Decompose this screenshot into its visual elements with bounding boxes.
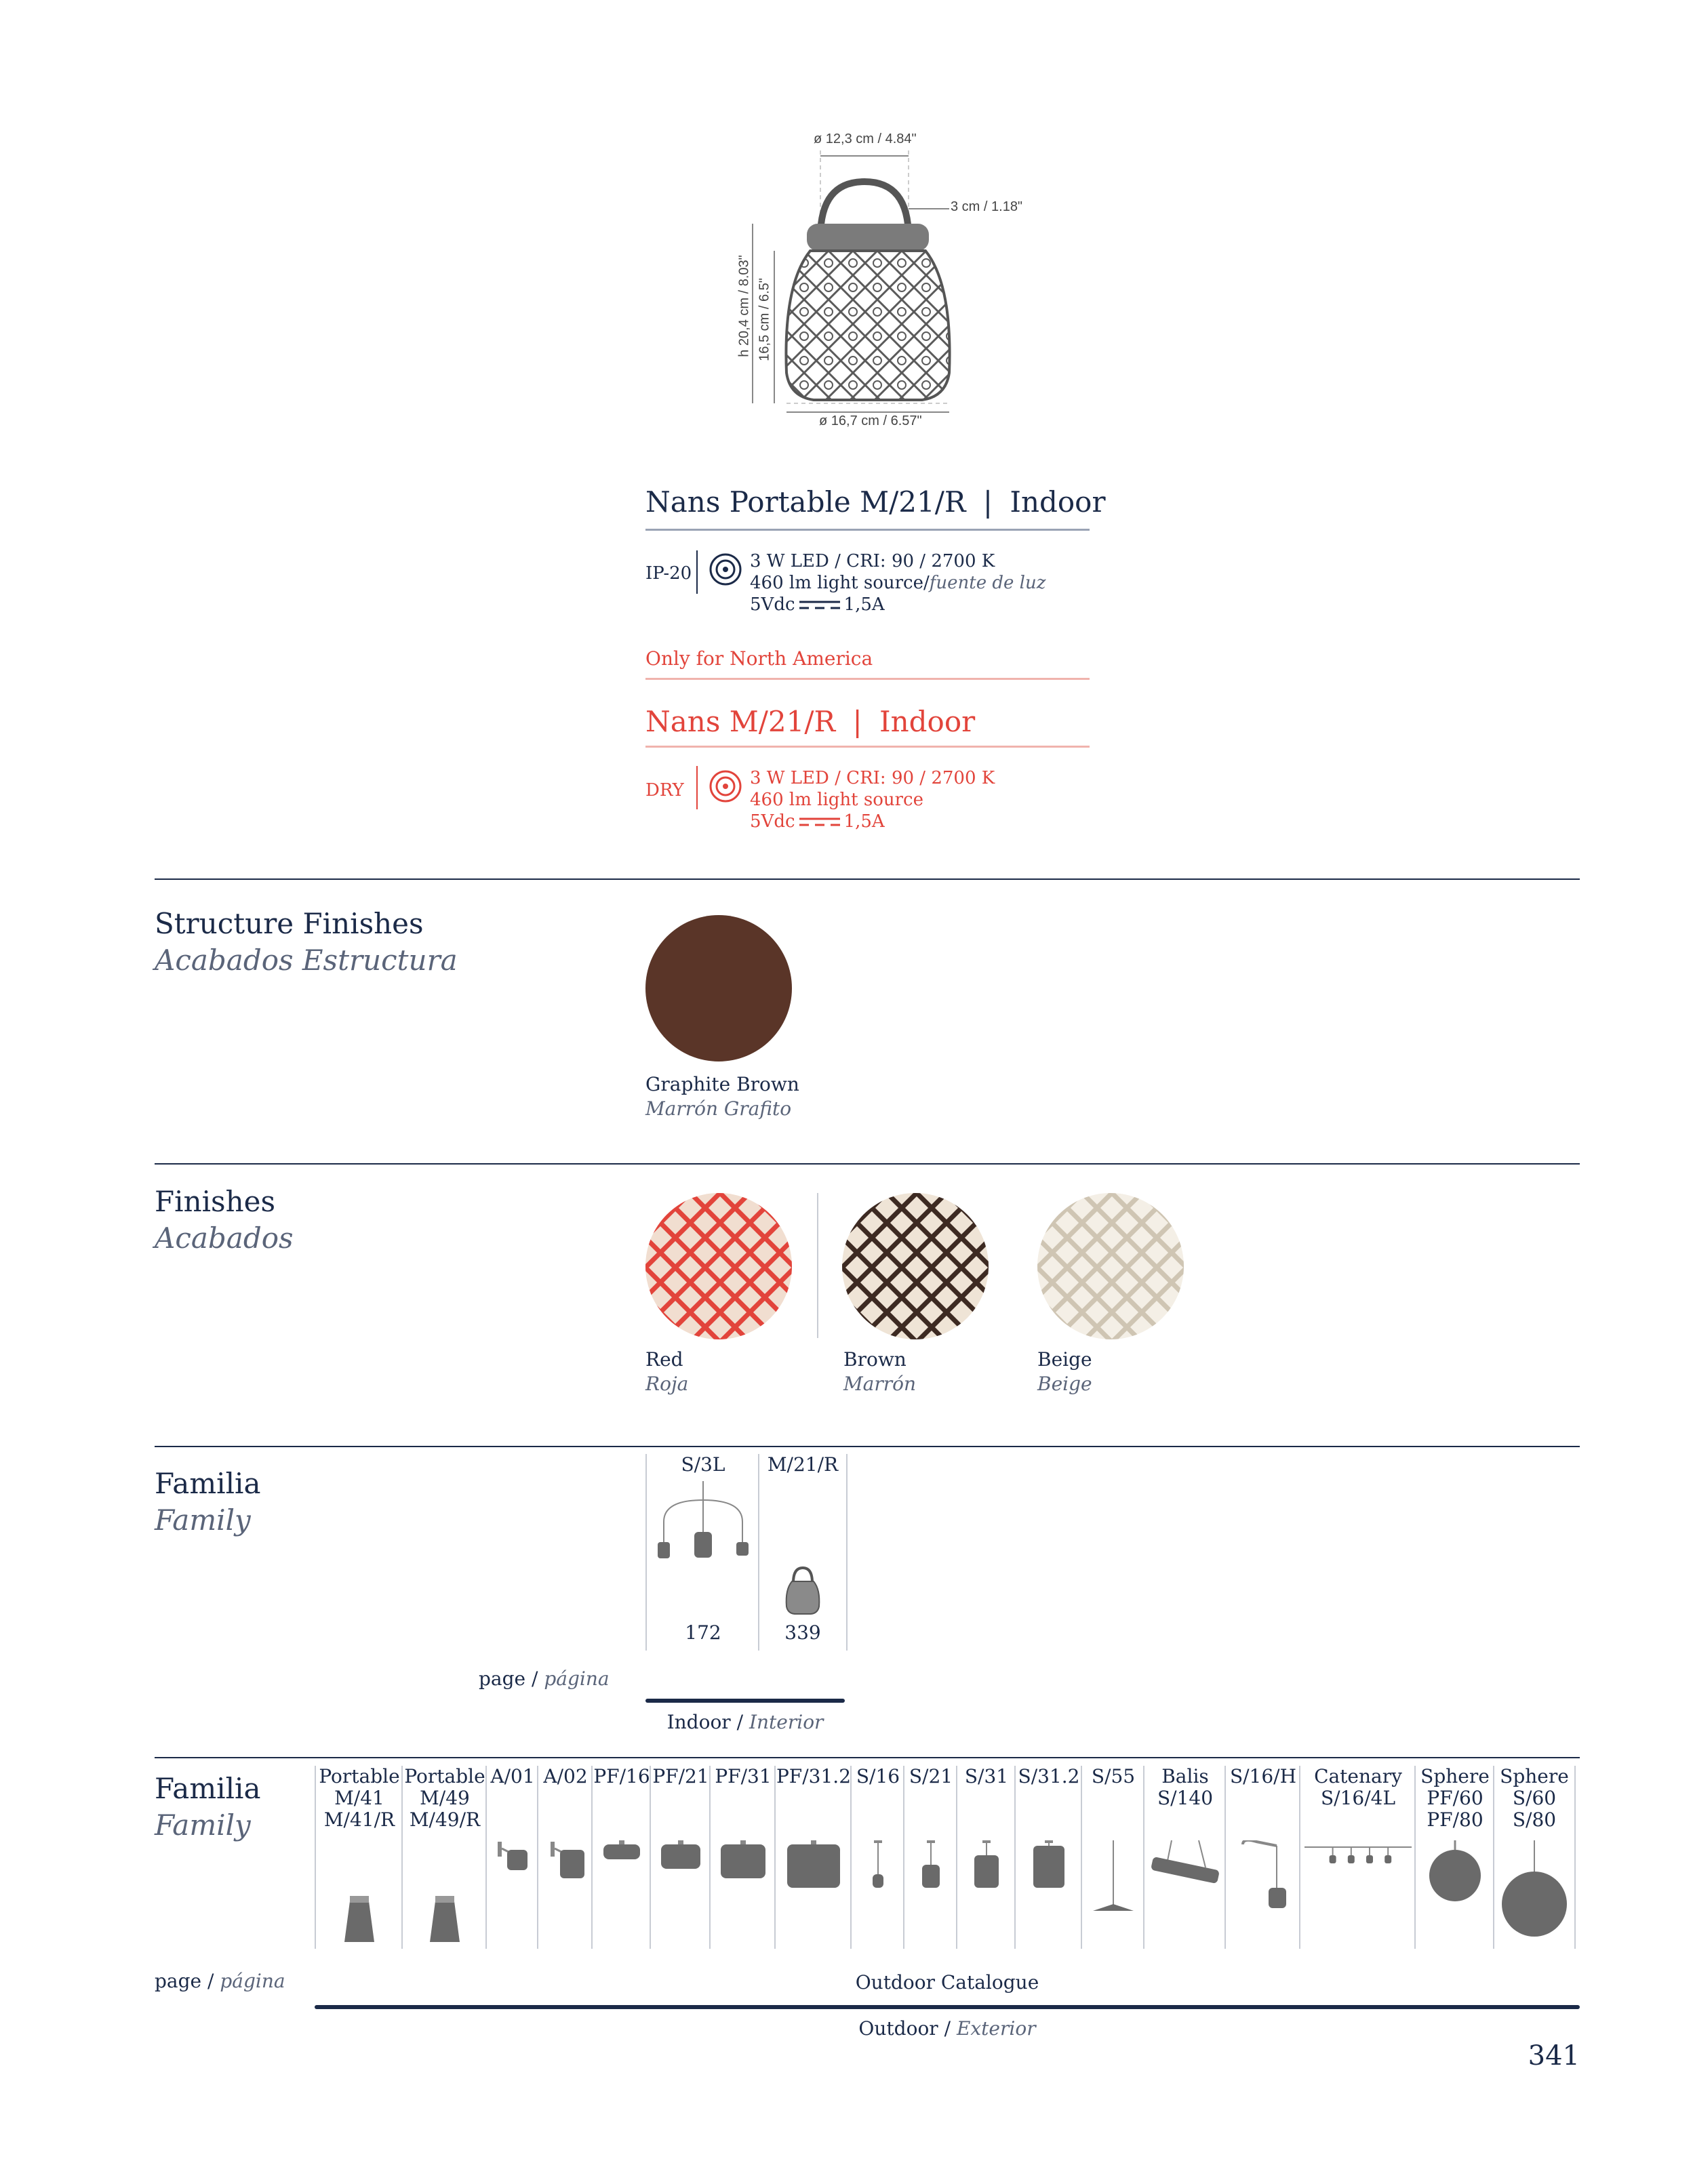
outdoor-family-code: S/31: [964, 1765, 1009, 1787]
outdoor-lamp-icon: [487, 1840, 538, 1942]
product1-spec2-sep: /: [923, 573, 930, 593]
outdoor-family-code: A/02: [543, 1765, 588, 1787]
outdoor-family-code: PF/16: [593, 1765, 650, 1787]
product2-spec1: 3 W LED / CRI: 90 / 2700 K: [750, 768, 995, 788]
family-outdoor-heading-es: Familia: [155, 1772, 261, 1805]
outdoor-family-item[interactable]: [1414, 1766, 1494, 1949]
outdoor-family-code: S/16: [856, 1765, 900, 1787]
outdoor-lamp-icon: [1082, 1840, 1144, 1942]
outdoor-lamp-icon: [957, 1840, 1016, 1942]
section-rule: [155, 1757, 1580, 1758]
outdoor-lamp-icon: [1144, 1840, 1226, 1942]
product2-rating: DRY: [645, 780, 684, 801]
family-outdoor-page-label: [155, 1970, 285, 1992]
m21r-lamp-icon: [759, 1481, 846, 1617]
structure-swatch-label: [645, 1072, 799, 1121]
outdoor-family-code: S/55: [1091, 1765, 1136, 1787]
outdoor-family-item[interactable]: [903, 1766, 957, 1949]
product2-amperage: 1,5A: [843, 811, 885, 832]
outdoor-sep: /: [944, 2017, 951, 2040]
technical-drawing: [719, 129, 1044, 447]
outdoor-family-code: A/01: [490, 1765, 535, 1787]
family-item-code: M/21/R: [767, 1453, 839, 1476]
outdoor-family-item[interactable]: [650, 1766, 711, 1949]
product1-title: [645, 485, 1106, 519]
page-sep: /: [207, 1970, 214, 1992]
finish-name-beige: Beige: [1037, 1348, 1092, 1371]
product1-spec2: [750, 572, 1045, 594]
finishes-heading-es: Acabados: [155, 1221, 294, 1255]
indoor-group-label: [645, 1711, 845, 1733]
outdoor-family-item[interactable]: [591, 1766, 651, 1949]
lamp-shape: [904, 1840, 957, 1942]
family-indoor-heading-es: Familia: [155, 1467, 261, 1500]
outdoor-family-item[interactable]: [537, 1766, 593, 1949]
dim-bottom-label: ø 16,7 cm / 6.57": [819, 413, 922, 428]
family-item-m21r[interactable]: [758, 1454, 848, 1651]
outdoor-lamp-icon: [1226, 1840, 1300, 1942]
finishes-divider: [817, 1193, 818, 1338]
dim-handle-label: 3 cm / 1.18": [951, 199, 1023, 214]
outdoor-lamp-icon: [403, 1840, 487, 1942]
outdoor-family-code: Portable M/49 M/49/R: [404, 1765, 485, 1831]
product1-amperage: 1,5A: [843, 594, 885, 615]
outdoor-family-code: PF/21: [652, 1765, 709, 1787]
dim-body-label: 16,5 cm / 6.5": [757, 278, 772, 361]
lamp-shape: [403, 1840, 487, 1942]
page-number: 341: [1528, 2040, 1580, 2071]
lamp-shape: [1494, 1840, 1574, 1942]
family-item-code: S/3L: [681, 1453, 725, 1476]
indoor-alt: Interior: [749, 1711, 824, 1733]
dc-symbol-icon-red: [798, 814, 841, 829]
outdoor-family-code: Sphere S/60 S/80: [1500, 1765, 1569, 1831]
page-alt: página: [544, 1667, 610, 1690]
product2-voltage: 5Vdc: [750, 811, 795, 832]
product1-voltage: 5Vdc: [750, 594, 795, 615]
structure-swatch-name: Graphite Brown: [645, 1073, 799, 1095]
finish-label-brown: [843, 1348, 916, 1396]
finish-name-red: Red: [645, 1348, 683, 1371]
lamp-shape: [316, 1840, 403, 1942]
product2-spec2: 460 lm light source: [750, 790, 923, 810]
page-alt: página: [220, 1970, 285, 1992]
outdoor-family-code: Balis S/140: [1157, 1765, 1214, 1809]
lamp-shape: [852, 1840, 904, 1942]
product2-location: Indoor: [879, 705, 976, 738]
outdoor-family-code: Sphere PF/60 PF/80: [1420, 1765, 1490, 1831]
indoor-group-bar: [645, 1699, 845, 1703]
outdoor-catalogue-label[interactable]: Outdoor Catalogue: [855, 1971, 1039, 1994]
lamp-shape: [1300, 1840, 1416, 1942]
outdoor-family-item[interactable]: [1224, 1766, 1300, 1949]
family-outdoor-heading-en: Family: [155, 1808, 251, 1842]
family-indoor-page-label: [479, 1667, 610, 1690]
outdoor-family-item[interactable]: [401, 1766, 487, 1949]
outdoor-lamp-icon: [651, 1840, 711, 1942]
outdoor-lamp-icon: [1494, 1840, 1574, 1942]
outdoor-lamp-icon: [711, 1840, 776, 1942]
na-rule: [645, 678, 1090, 680]
family-item-s3l[interactable]: [645, 1454, 759, 1651]
graphite-brown-swatch: [645, 915, 792, 1061]
dc-symbol-icon: [798, 597, 841, 612]
product1-location: Indoor: [1010, 485, 1106, 519]
red-finish-swatch: [645, 1193, 792, 1339]
outdoor-lamp-icon: [1416, 1840, 1494, 1942]
product1-spec2-alt: fuente de luz: [929, 573, 1046, 593]
lamp-shape: [1144, 1840, 1226, 1942]
product1-sep: |: [982, 485, 993, 519]
outdoor-family-code: Portable M/41 M/41/R: [319, 1765, 400, 1831]
outdoor-family-code: PF/31.2: [776, 1765, 852, 1787]
outdoor-lamp-icon: [904, 1840, 957, 1942]
product1-divider: [696, 550, 698, 594]
outdoor-lamp-icon: [1300, 1840, 1416, 1942]
outdoor-family-item[interactable]: [1493, 1766, 1576, 1949]
outdoor-family-item[interactable]: [1014, 1766, 1082, 1949]
product2-name: Nans M/21/R: [645, 705, 836, 738]
outdoor-family-item[interactable]: [1081, 1766, 1144, 1949]
brown-finish-swatch: [842, 1193, 989, 1339]
outdoor-family-item[interactable]: [485, 1766, 538, 1949]
product1-spec1: 3 W LED / CRI: 90 / 2700 K: [750, 551, 995, 571]
outdoor-family-item[interactable]: [956, 1766, 1016, 1949]
structure-swatch-alt: Marrón Grafito: [645, 1097, 792, 1120]
outdoor-lamp-icon: [316, 1840, 403, 1942]
product1-spec3: [750, 594, 1045, 615]
outdoor-label: Outdoor: [858, 2017, 938, 2040]
led-icon-red: [709, 769, 742, 803]
s3l-lamp-icon: [647, 1481, 759, 1617]
outdoor-family-item[interactable]: [774, 1766, 852, 1949]
family-outdoor-heading: [155, 1771, 261, 1844]
outdoor-lamp-icon: [593, 1840, 651, 1942]
product1-name: Nans Portable M/21/R: [645, 485, 966, 519]
section-rule: [155, 1446, 1580, 1447]
outdoor-lamp-icon: [776, 1840, 852, 1942]
outdoor-lamp-icon: [538, 1840, 593, 1942]
product1-rule: [645, 529, 1090, 531]
lamp-shape: [1016, 1840, 1082, 1942]
indoor-sep: /: [736, 1711, 744, 1733]
page-label: page: [155, 1970, 202, 1992]
outdoor-family-item[interactable]: [1299, 1766, 1416, 1949]
indoor-label: Indoor: [666, 1711, 731, 1733]
family-item-page: 172: [685, 1621, 721, 1644]
finish-alt-red: Roja: [645, 1373, 689, 1395]
finish-label-beige: [1037, 1348, 1092, 1396]
product2-title: [645, 705, 975, 739]
finish-alt-brown: Marrón: [843, 1373, 917, 1395]
product2-spec3: [750, 811, 995, 832]
section-rule: [155, 1163, 1580, 1165]
product2-rule: [645, 746, 1090, 748]
outdoor-family-item[interactable]: [850, 1766, 904, 1949]
structure-heading-en: Structure Finishes: [155, 907, 424, 940]
lamp-shape: [1082, 1840, 1144, 1942]
outdoor-family-code: S/16/H: [1229, 1765, 1297, 1787]
product1-spec2-main: 460 lm light source: [750, 573, 923, 593]
outdoor-lamp-icon: [1016, 1840, 1082, 1942]
lamp-shape: [593, 1840, 651, 1942]
product2-divider: [696, 766, 698, 809]
outdoor-lamp-icon: [852, 1840, 904, 1942]
finishes-heading-en: Finishes: [155, 1185, 276, 1218]
structure-heading: [155, 906, 458, 979]
outdoor-group-label: [315, 2017, 1580, 2040]
outdoor-family-code: Catenary S/16/4L: [1314, 1765, 1402, 1809]
outdoor-family-item[interactable]: [709, 1766, 776, 1949]
lamp-shape: [1416, 1840, 1494, 1942]
lamp-shape: [538, 1840, 593, 1942]
lamp-shape: [1226, 1840, 1300, 1942]
north-america-note: Only for North America: [645, 647, 873, 670]
outdoor-family-item[interactable]: [1143, 1766, 1226, 1949]
structure-heading-es: Acabados Estructura: [155, 944, 458, 977]
led-icon: [709, 552, 742, 586]
lamp-shape: [487, 1840, 538, 1942]
section-rule: [155, 878, 1580, 880]
product2-sep: |: [852, 705, 862, 738]
outdoor-family-code: S/21: [909, 1765, 953, 1787]
page-label: page: [479, 1667, 526, 1690]
finish-name-brown: Brown: [843, 1348, 907, 1371]
product2-specs: [750, 767, 995, 832]
outdoor-group-bar: [315, 2005, 1580, 2009]
lamp-shape: [957, 1840, 1016, 1942]
outdoor-family-code: PF/31: [715, 1765, 772, 1787]
finish-label-red: [645, 1348, 688, 1396]
lamp-shape: [711, 1840, 776, 1942]
family-item-page: 339: [784, 1621, 821, 1644]
family-indoor-heading-en: Family: [155, 1503, 251, 1537]
product1-specs: [750, 550, 1045, 615]
family-indoor-heading: [155, 1465, 261, 1539]
finish-alt-beige: Beige: [1037, 1373, 1092, 1395]
lamp-shape: [776, 1840, 852, 1942]
outdoor-family-item[interactable]: [315, 1766, 403, 1949]
product1-rating: IP-20: [645, 563, 692, 584]
dim-top-label: ø 12,3 cm / 4.84": [814, 132, 917, 146]
lamp-shape: [651, 1840, 711, 1942]
outdoor-family-code: S/31.2: [1018, 1765, 1080, 1787]
outdoor-alt: Exterior: [956, 2017, 1036, 2040]
dim-height-label: h 20,4 cm / 8.03": [736, 255, 752, 357]
finishes-heading: [155, 1184, 294, 1257]
beige-finish-swatch: [1037, 1193, 1184, 1339]
page-sep: /: [532, 1667, 538, 1690]
